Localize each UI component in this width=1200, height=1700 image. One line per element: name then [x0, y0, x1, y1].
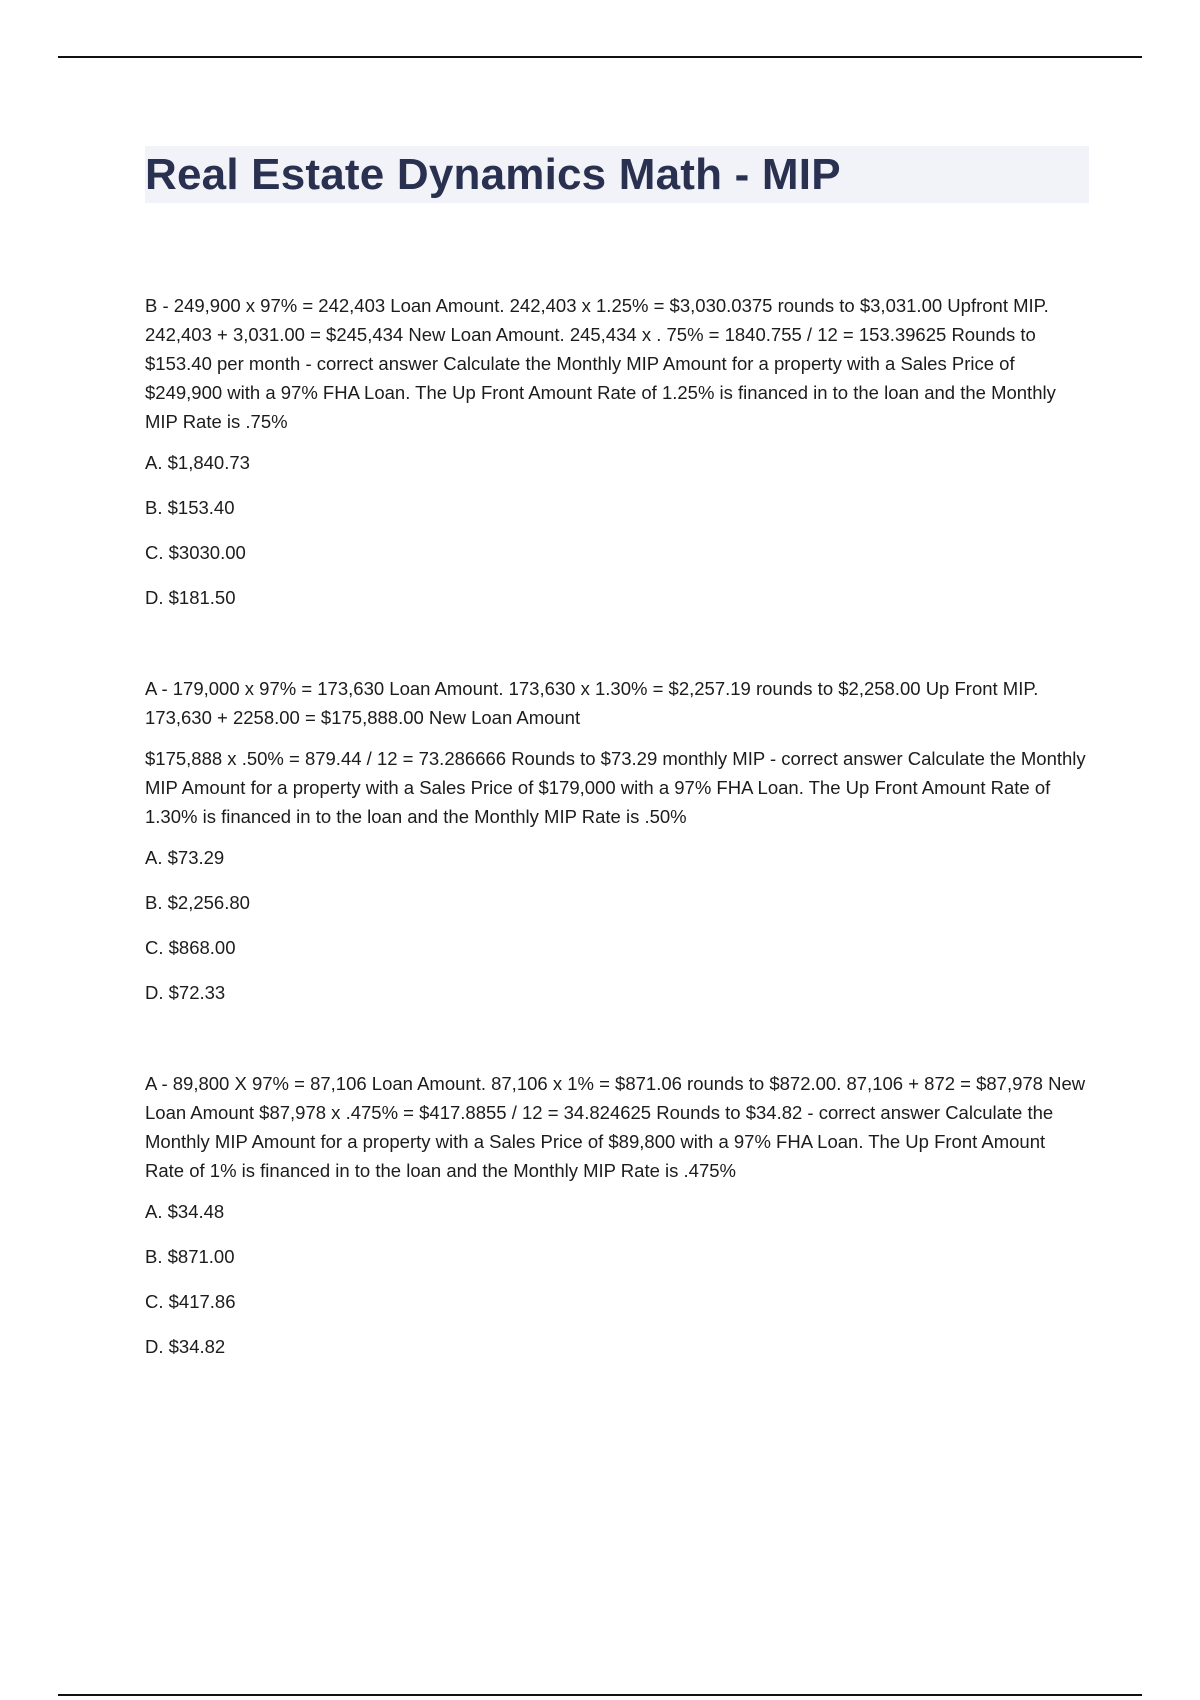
option-list [145, 448, 1089, 612]
question-block-1 [145, 291, 1089, 612]
document-body [145, 146, 1089, 1423]
option-b: B. $153.40 [145, 497, 235, 518]
option-c: C. $417.86 [145, 1291, 236, 1312]
option-b: B. $871.00 [145, 1246, 235, 1267]
option-a: A. $1,840.73 [145, 452, 250, 473]
option-d: D. $72.33 [145, 982, 226, 1003]
question-block-2 [145, 674, 1089, 1007]
option-b: B. $2,256.80 [145, 892, 250, 913]
option-c: C. $3030.00 [145, 542, 246, 563]
option-d: D. $34.82 [145, 1336, 226, 1357]
question-block-3 [145, 1069, 1089, 1361]
answer-explanation: B - 249,900 x 97% = 242,403 Loan Amount. 242,403 x 1.25% = $3,030.0375 rounds to $3,031.00 Upfront MIP. 242,403 + 3,031.00 = $245,434 New Loan Amount. 245,434 x . 75% = 1840.755 / 12 = 153.39625 Rounds to $153.40 per month - correct answer Calculate the Monthly MIP Amount for a property with a Sales Price of $249,900 with a 97% FHA Loan. The Up Front Amount Rate of 1.25% is financed in to the loan and the Monthly MIP Rate is .75% [145, 295, 1056, 432]
option-list [145, 843, 1089, 1007]
option-a: A. $34.48 [145, 1201, 225, 1222]
option-c: C. $868.00 [145, 937, 236, 958]
option-list [145, 1197, 1089, 1361]
page-title: Real Estate Dynamics Math - MIP [145, 150, 841, 199]
option-a: A. $73.29 [145, 847, 225, 868]
answer-explanation: A - 89,800 X 97% = 87,106 Loan Amount. 87,106 x 1% = $871.06 rounds to $872.00. 87,106 + 872 = $87,978 New Loan Amount $87,978 x .475% = $417.8855 / 12 = 34.824625 Rounds to $34.82 - correct answer Calculate the Monthly MIP Amount for a property with a Sales Price of $89,800 with a 97% FHA Loan. The Up Front Amount Rate of 1% is financed in to the loan and the Monthly MIP Rate is .475% [145, 1073, 1086, 1181]
option-d: D. $181.50 [145, 587, 236, 608]
title-band [145, 146, 1089, 203]
bottom-rule [58, 1694, 1142, 1696]
answer-explanation-continued: $175,888 x .50% = 879.44 / 12 = 73.286666 Rounds to $73.29 monthly MIP - correct answer Calculate the Monthly MIP Amount for a property with a Sales Price of $179,000 with a 97% FHA Loan. The Up Front Amount Rate of 1.30% is financed in to the loan and the Monthly MIP Rate is .50% [145, 748, 1086, 827]
answer-explanation: A - 179,000 x 97% = 173,630 Loan Amount. 173,630 x 1.30% = $2,257.19 rounds to $2,258.00 Up Front MIP. 173,630 + 2258.00 = $175,888.00 New Loan Amount [145, 678, 1039, 728]
top-rule [58, 56, 1142, 58]
